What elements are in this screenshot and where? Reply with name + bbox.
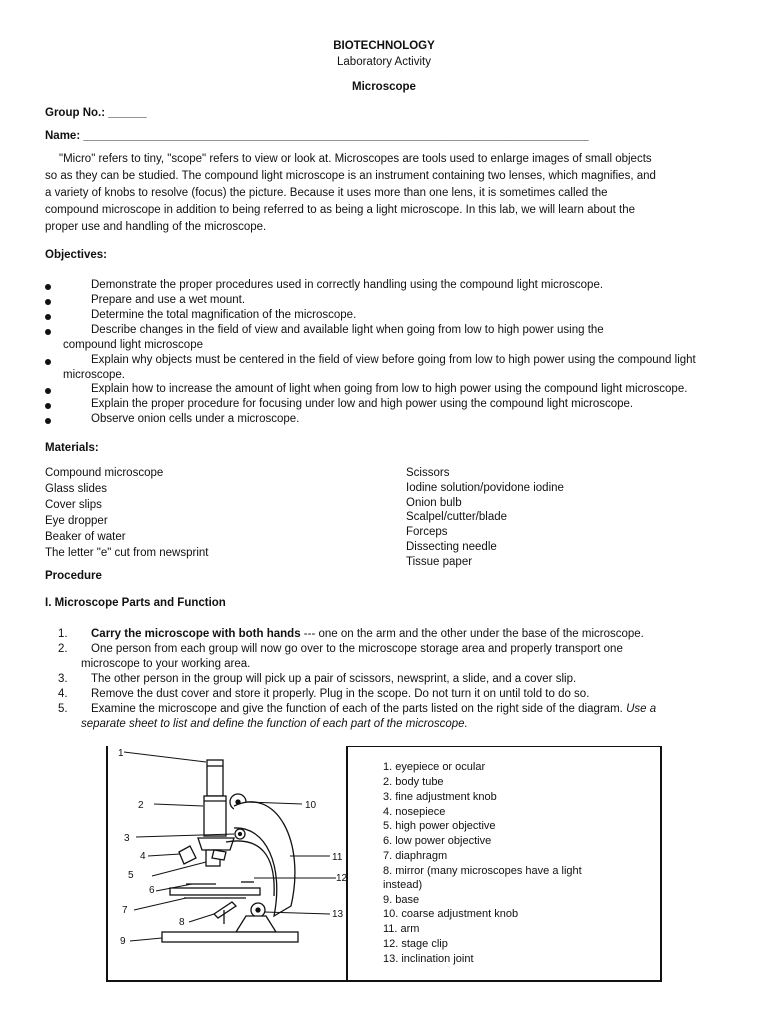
group-label: Group No.: [45,107,106,119]
legend-item: 6. low power objective [383,835,492,847]
material-item: Tissue paper [406,556,473,568]
diagram-label-5: 5 [128,870,134,881]
step-text-rest: --- one on the arm and the other under the base of the microscope. [300,628,644,640]
step-text-cont: microscope to your working area. [81,658,251,670]
bullet-icon [45,314,51,320]
page-title: Microscope [352,81,416,93]
step-text [91,628,644,640]
material-item: The letter "e" cut from newsprint [45,547,209,559]
legend-item: 12. stage clip [383,938,448,950]
legend-item: 10. coarse adjustment knob [383,908,519,920]
legend-item: 2. body tube [383,776,444,788]
material-item: Beaker of water [45,531,126,543]
step-number: 1. [58,628,68,640]
objective-item: Explain the proper procedure for focusing under low and high power using the compound light microscope. [91,398,634,410]
material-item: Dissecting needle [406,541,497,553]
legend-item: 9. base [383,894,420,906]
diagram-label-13: 13 [332,909,344,920]
intro-line-1: "Micro" refers to tiny, "scope" refers to view or look at. Microscopes are tools used to enlarge images of small objects [59,153,652,165]
material-item: Scissors [406,467,450,479]
material-item: Eye dropper [45,515,108,527]
legend-item: 3. fine adjustment knob [383,791,497,803]
section-heading: I. Microscope Parts and Function [45,597,226,609]
material-item: Forceps [406,526,448,538]
step-text-cont: separate sheet to list and define the function of each part of the microscope. [81,718,468,730]
diagram-label-1: 1 [118,748,124,759]
material-item: Cover slips [45,499,102,511]
objective-item: Observe onion cells under a microscope. [91,413,300,425]
name-label: Name: [45,130,81,142]
bullet-icon [45,388,51,394]
activity-subtitle: Laboratory Activity [337,56,431,68]
diagram-label-9: 9 [120,936,126,947]
bullet-icon [45,418,51,424]
diagram-label-2: 2 [138,800,144,811]
step-text: One person from each group will now go over to the microscope storage area and properly transport one [91,643,623,655]
step-text-bold: Carry the microscope with both hands [91,628,301,640]
bullet-icon [45,403,51,409]
group-blank: ______ [108,107,147,119]
material-item: Glass slides [45,483,107,495]
legend-item: 8. mirror (many microscopes have a light [383,865,582,877]
materials-heading: Materials: [45,442,99,454]
intro-line-3: a variety of knobs to resolve (focus) the picture. Because it uses more than one lens, it is sometimes called the [45,187,608,199]
legend-item: 13. inclination joint [383,953,474,965]
name-blank: _______________________________________________________________________________ [83,130,589,142]
diagram-label-3: 3 [124,833,130,844]
diagram-label-10: 10 [305,800,317,811]
diagram-label-8: 8 [179,917,185,928]
objective-item: Demonstrate the proper procedures used in correctly handling using the compound light microscope. [91,279,604,291]
material-item: Iodine solution/povidone iodine [406,482,564,494]
objective-item: Prepare and use a wet mount. [91,294,246,306]
bullet-icon [45,359,51,365]
procedure-heading: Procedure [45,570,102,582]
step-text: The other person in the group will pick up a pair of scissors, newsprint, a slide, and a cover slip. [91,673,577,685]
step-number: 2. [58,643,68,655]
diagram-label-7: 7 [122,905,128,916]
course-title: BIOTECHNOLOGY [333,40,435,52]
legend-item: instead) [383,879,423,891]
group-field [45,107,147,119]
bullet-icon [45,299,51,305]
diagram-label-4: 4 [140,851,146,862]
intro-line-2: so as they can be studied. The compound light microscope is an instrument containing two lenses, which magnifies, and [45,170,656,182]
legend-item: 5. high power objective [383,820,496,832]
objective-item: Explain why objects must be centered in the field of view before going from low to high power using the compound light [91,354,696,366]
step-number: 3. [58,673,68,685]
objective-item-cont: microscope. [63,369,125,381]
objective-item: Explain how to increase the amount of light when going from low to high power using the compound light microscope. [91,383,688,395]
legend-item: 1. eyepiece or ocular [383,761,486,773]
step-text-italic: Use a [626,703,657,715]
legend-item: 7. diaphragm [383,850,448,862]
diagram-label-12: 12 [336,873,348,884]
legend-item: 4. nosepiece [383,806,446,818]
objective-item: Describe changes in the field of view and available light when going from low to high power using the [91,324,604,336]
material-item: Compound microscope [45,467,164,479]
step-number: 4. [58,688,68,700]
step-text-main: Examine the microscope and give the function of each of the parts listed on the right side of the diagram. [91,703,623,715]
bullet-icon [45,329,51,335]
diagram-label-11: 11 [332,852,343,863]
objectives-heading: Objectives: [45,249,107,261]
material-item: Onion bulb [406,497,462,509]
step-number: 5. [58,703,68,715]
microscope-icon [162,760,298,942]
name-field [45,130,589,142]
intro-line-5: proper use and handling of the microscope. [45,221,267,233]
step-text [91,703,656,715]
intro-line-4: compound microscope in addition to being referred to as being a light microscope. In this lab, we will learn about the [45,204,636,216]
material-item: Scalpel/cutter/blade [406,511,508,523]
objective-item-cont: compound light microscope [63,339,203,351]
diagram-label-6: 6 [149,885,155,896]
objective-item: Determine the total magnification of the microscope. [91,309,357,321]
legend-item: 11. arm [383,923,420,935]
step-text: Remove the dust cover and store it properly. Plug in the scope. Do not turn it on until told to do so. [91,688,590,700]
bullet-icon [45,284,51,290]
